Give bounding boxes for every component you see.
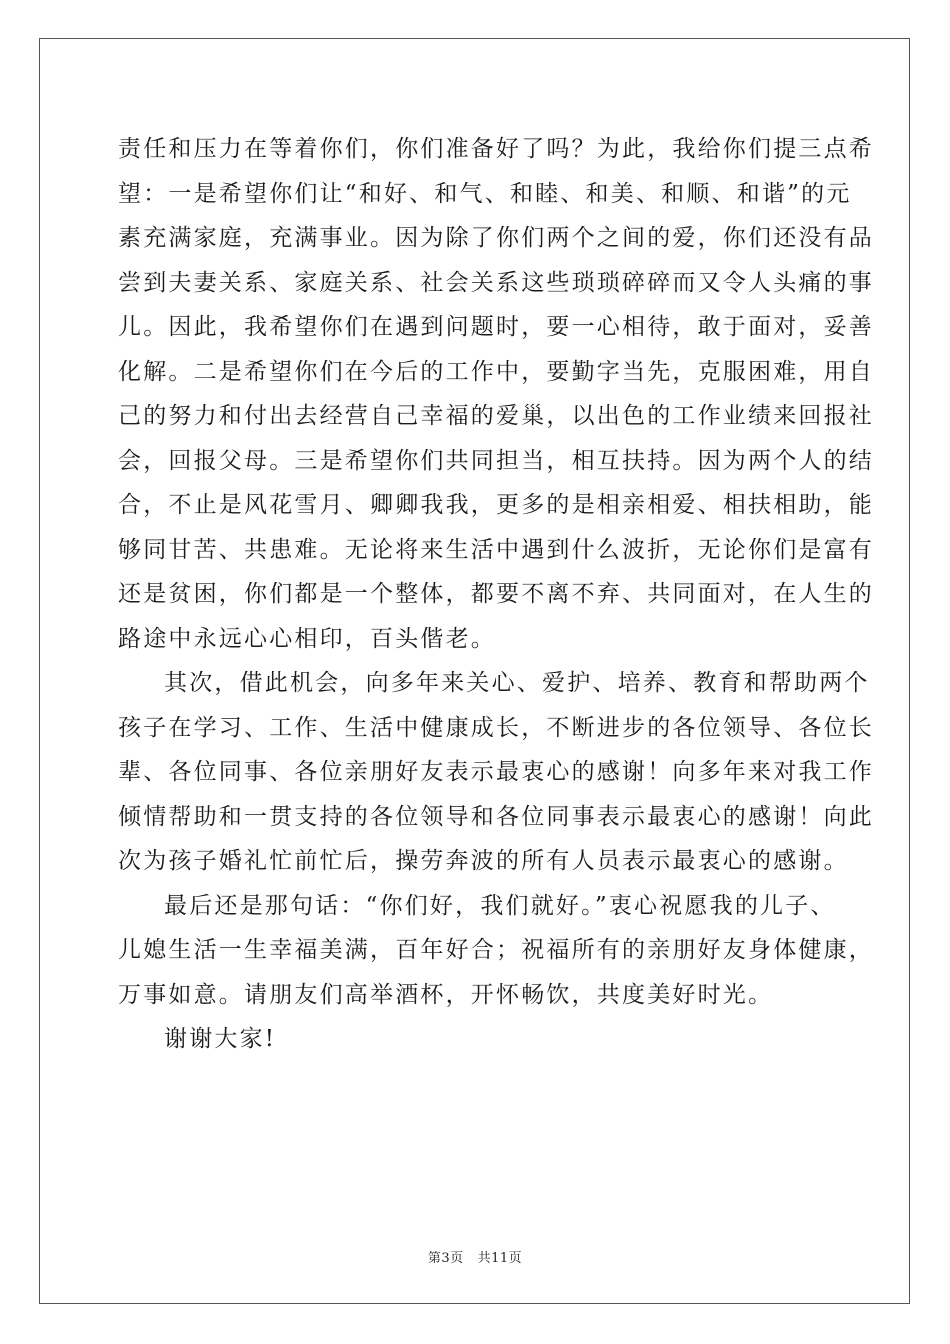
paragraph: [118, 1017, 836, 1062]
text-line: 素充满家庭，充满事业。因为除了你们两个之间的爱，你们还没有品: [118, 225, 874, 251]
document-body: [118, 127, 874, 1062]
page-footer: [0, 1247, 950, 1266]
text-line: 化解。二是希望你们在今后的工作中，要勤字当先，克服困难，用自: [118, 358, 874, 385]
text-line: 其次，借此机会，向多年来关心、爱护、培养、教育和帮助两个: [164, 670, 870, 696]
paragraph: [118, 884, 874, 1018]
text-line: 责任和压力在等着你们，你们准备好了吗？为此，我给你们提三点希: [118, 136, 874, 162]
text-line: 路途中永远心心相印，百头偕老。: [118, 625, 496, 652]
paragraph: [118, 127, 874, 661]
text-line: 最后还是那句话：“你们好，我们就好。”衷心祝愿我的儿子、: [164, 892, 836, 919]
text-line: 儿。因此，我希望你们在遇到问题时，要一心相待，敢于面对，妥善: [118, 314, 874, 340]
text-line: 会，回报父母。三是希望你们共同担当，相互扶持。因为两个人的结: [118, 447, 874, 474]
text-line: 己的努力和付出去经营自己幸福的爱巢，以出色的工作业绩来回报社: [118, 403, 874, 429]
page-total: 共11页: [477, 1251, 523, 1266]
page-number: 第3页: [427, 1251, 464, 1266]
paragraph: [118, 661, 874, 884]
text-line: 够同甘苦、共患难。无论将来生活中遇到什么波折，无论你们是富有: [118, 536, 874, 563]
text-line: 合，不止是风花雪月、卿卿我我，更多的是相亲相爱、相扶相助，能: [118, 492, 874, 518]
text-line: 次为孩子婚礼忙前忙后，操劳奔波的所有人员表示最衷心的感谢。: [118, 848, 849, 874]
text-line: 辈、各位同事、各位亲朋好友表示最衷心的感谢！向多年来对我工作: [118, 759, 874, 785]
text-line: 孩子在学习、工作、生活中健康成长，不断进步的各位领导、各位长: [118, 714, 874, 741]
text-line: 儿媳生活一生幸福美满，百年好合；祝福所有的亲朋好友身体健康，: [118, 937, 874, 963]
text-line: 谢谢大家!: [164, 1026, 277, 1052]
text-line: 还是贫困，你们都是一个整体，都要不离不弃、共同面对，在人生的: [118, 581, 874, 607]
text-line: 万事如意。请朋友们高举酒杯，开怀畅饮，共度美好时光。: [118, 981, 774, 1008]
text-line: 望：一是希望你们让“和好、和气、和睦、和美、和顺、和谐”的元: [118, 180, 852, 207]
text-line: 倾情帮助和一贯支持的各位领导和各位同事表示最衷心的感谢！向此: [118, 803, 874, 830]
text-line: 尝到夫妻关系、家庭关系、社会关系这些琐琐碎碎而又令人头痛的事: [118, 269, 874, 296]
